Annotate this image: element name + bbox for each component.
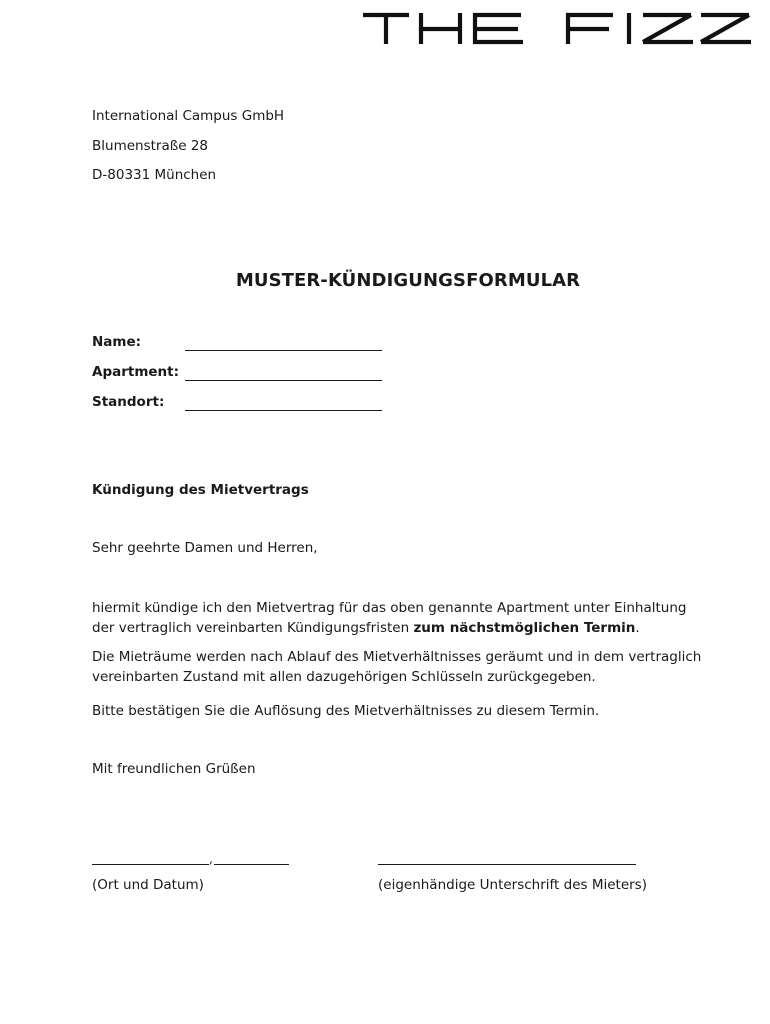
sender-city: D-80331 München bbox=[92, 167, 217, 183]
sender-street: Blumenstraße 28 bbox=[92, 137, 209, 154]
body-paragraph-3: Bitte bestätigen Sie die Auflösung des Mietverhältnisses zu diesem Termin. bbox=[92, 703, 600, 719]
body-paragraph-2: Die Mieträume werden nach Ablauf des Mietverhältnisses geräumt und in dem vertraglich vereinbarten Zustand mit allen dazugehörigen Schlüsseln zurückgegeben. bbox=[92, 649, 702, 685]
tenant-fields bbox=[92, 334, 392, 424]
letter-subject: Kündigung des Mietvertrags bbox=[92, 482, 309, 498]
brand-logo bbox=[363, 12, 751, 46]
sender-address bbox=[92, 102, 284, 191]
date-fill-line[interactable] bbox=[214, 864, 289, 865]
place-date-caption: (Ort und Datum) bbox=[92, 877, 204, 893]
field-label-location: Standort: bbox=[92, 394, 165, 410]
field-row-name bbox=[92, 334, 392, 364]
body-paragraph-1-bold: zum nächstmöglichen Termin bbox=[413, 619, 636, 636]
body-paragraph-1-text: hiermit kündige ich den Mietvertrag für das oben genannte Apartment unter Einhaltung der vertraglich vereinbarten Kündigungsfristen bbox=[92, 600, 687, 636]
form-title: MUSTER-KÜNDIGUNGSFORMULAR bbox=[235, 270, 581, 291]
signature-fill-line[interactable] bbox=[378, 864, 636, 865]
place-fill-line[interactable] bbox=[92, 864, 209, 865]
apartment-fill-line[interactable] bbox=[185, 380, 382, 381]
field-row-location bbox=[92, 394, 392, 424]
location-fill-line[interactable] bbox=[185, 410, 382, 411]
place-date-separator: , bbox=[209, 852, 213, 866]
name-fill-line[interactable] bbox=[185, 350, 382, 351]
signature-caption: (eigenhändige Unterschrift des Mieters) bbox=[378, 877, 647, 893]
field-row-apartment bbox=[92, 364, 392, 394]
body-paragraph-1-end: . bbox=[635, 619, 640, 636]
sender-company: International Campus GmbH bbox=[92, 108, 285, 124]
salutation: Sehr geehrte Damen und Herren, bbox=[92, 540, 318, 556]
field-label-name: Name: bbox=[92, 334, 142, 350]
closing: Mit freundlichen Grüßen bbox=[92, 761, 256, 777]
body-paragraph-1 bbox=[92, 599, 712, 638]
field-label-apartment: Apartment: bbox=[92, 364, 180, 380]
